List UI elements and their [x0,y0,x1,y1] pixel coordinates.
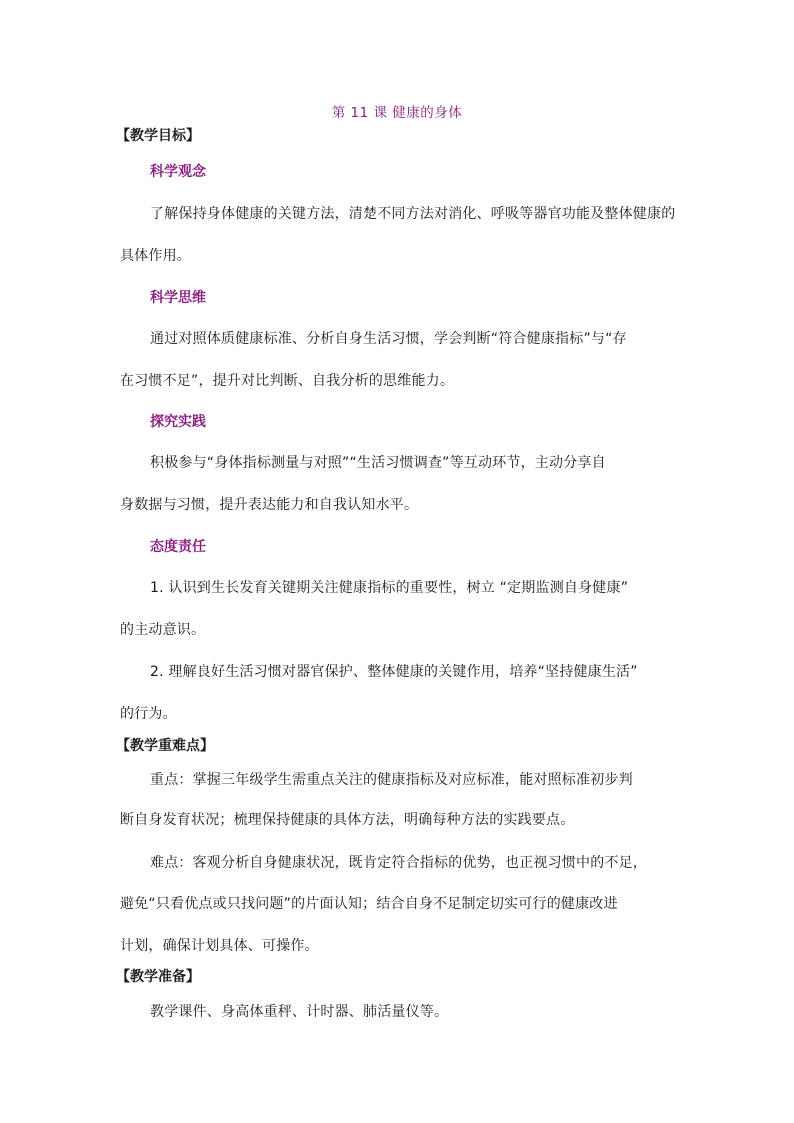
subheading-scientific-thinking: 科学思维 [150,290,206,306]
paragraph-line: 难点：客观分析自身健康状况，既肯定符合指标的优势，也正视习惯中的不足， [150,855,647,871]
paragraph-line: 在习惯不足”，提升对比判断、自我分析的思维能力。 [120,373,455,389]
paragraph-line: 了解保持身体健康的关键方法，清楚不同方法对消化、呼吸等器官功能及整体健康的 [150,206,676,222]
lesson-title: 第 11 课 健康的身体 [331,105,463,121]
paragraph-line: 身数据与习惯，提升表达能力和自我认知水平。 [120,497,419,513]
paragraph-line: 积极参与“身体指标测量与对照”“生活习惯调查”等互动环节，主动分享自 [150,455,606,471]
section-heading-teaching-goals: 【教学目标】 [116,128,200,144]
paragraph-line: 重点：掌握三年级学生需重点关注的健康指标及对应标准，能对照标准初步判 [150,772,633,788]
paragraph-line: 具体作用。 [120,248,191,264]
subheading-inquiry-practice: 探究实践 [150,414,206,430]
subheading-scientific-concept: 科学观念 [150,164,206,180]
paragraph-line: 的行为。 [120,706,177,722]
paragraph-line: 2. 理解良好生活习惯对器官保护、整体健康的关键作用，培养“坚持健康生活” [150,664,638,680]
paragraph-line: 通过对照体质健康标准、分析自身生活习惯，学会判断“符合健康指标”与“存 [150,331,627,347]
paragraph-line: 避免“只看优点或只找问题”的片面认知；结合自身不足制定切实可行的健康改进 [120,896,618,912]
paragraph-line: 断自身发育状况；梳理保持健康的具体方法，明确每种方法的实践要点。 [120,812,575,828]
paragraph-line: 的主动意识。 [120,622,206,638]
section-heading-key-difficult-points: 【教学重难点】 [116,738,214,754]
subheading-attitude-responsibility: 态度责任 [150,539,206,555]
paragraph-line: 教学课件、身高体重秤、计时器、肺活量仪等。 [150,1004,449,1020]
paragraph-line: 计划，确保计划具体、可操作。 [120,938,319,954]
paragraph-line: 1. 认识到生长发育关键期关注健康指标的重要性，树立 “定期监测自身健康” [150,580,629,596]
section-heading-teaching-preparation: 【教学准备】 [116,969,200,985]
